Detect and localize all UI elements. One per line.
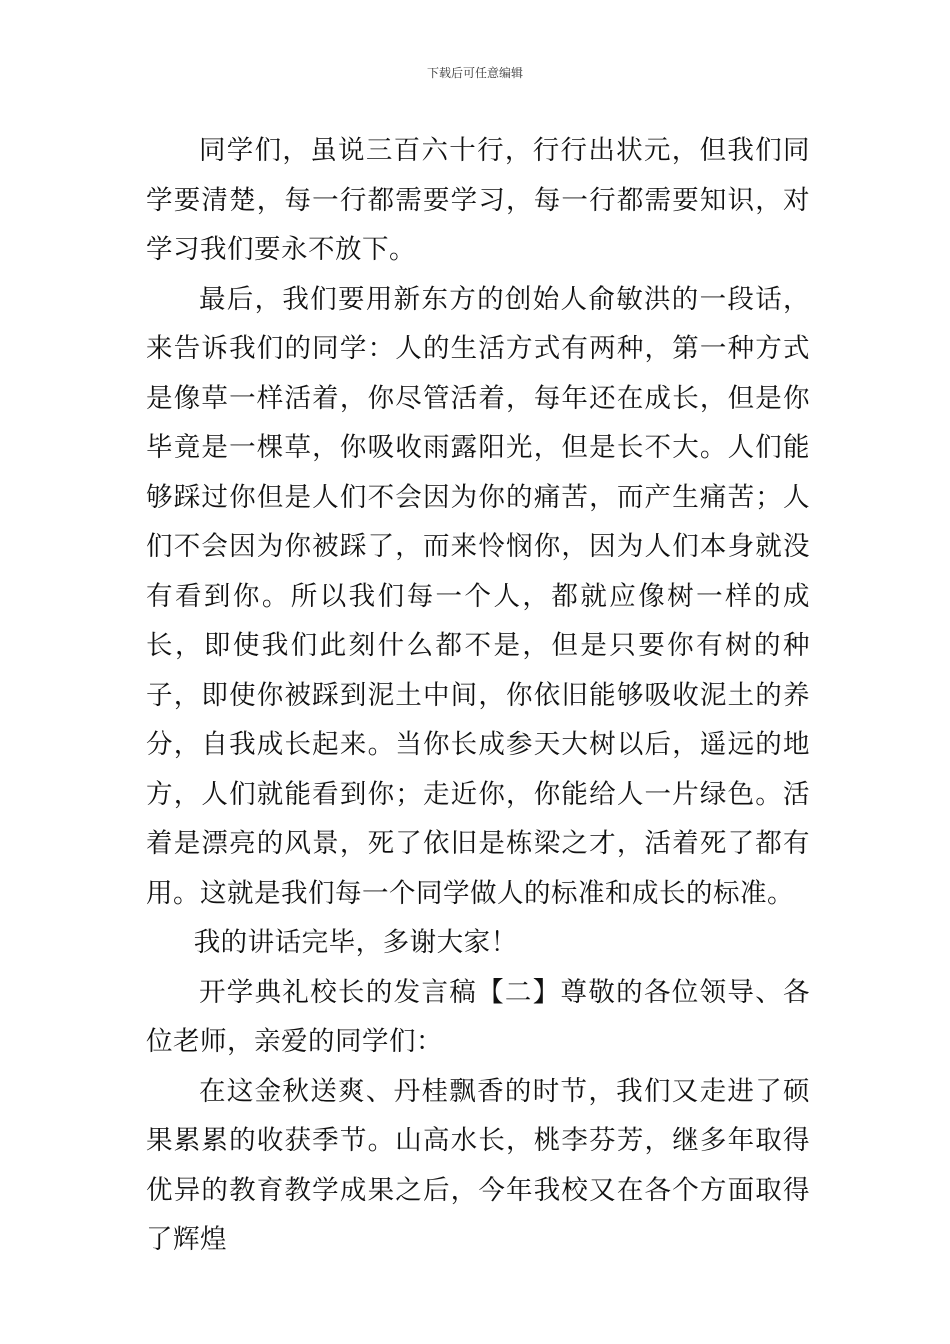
paragraph-speech-two-title: 开学典礼校长的发言稿【二】尊敬的各位领导、各位老师，亲爱的同学们： [146,976,810,1057]
document-body [146,126,810,1265]
paragraph-study: 同学们，虽说三百六十行，行行出状元，但我们同学要清楚，每一行都需要学习，每一行都需要知识，对学习我们要永不放下。 [146,135,810,265]
paragraph-quote: 最后，我们要用新东方的创始人俞敏洪的一段话，来告诉我们的同学：人的生活方式有两种，第一种方式是像草一样活着，你尽管活着，每年还在成长，但是你毕竟是一棵草，你吸收雨露阳光，但是长不大。人们能够踩过你但是人们不会因为你的痛苦，而产生痛苦；人们不会因为你被踩了，而来怜悯你，因为人们本身就没有看到你。所以我们每一个人，都就应像树一样的成长，即使我们此刻什么都不是，但是只要你有树的种子，即使你被踩到泥土中间，你依旧能够吸收泥土的养分，自我成长起来。当你长成参天大树以后，遥远的地方，人们就能看到你；走近你，你能给人一片绿色。活着是漂亮的风景，死了依旧是栋梁之才，活着死了都有用。这就是我们每一个同学做人的标准和成长的标准。 [146,283,810,909]
paragraph-autumn: 在这金秋送爽、丹桂飘香的时节，我们又走进了硕果累累的收获季节。山高水长，桃李芬芳，继多年取得优异的教育教学成果之后，今年我校又在各个方面取得了辉煌 [146,1075,810,1255]
paragraph-closing: 我的讲话完毕，多谢大家！ [193,927,518,958]
page-header-note: 下载后可任意编辑 [426,66,523,80]
